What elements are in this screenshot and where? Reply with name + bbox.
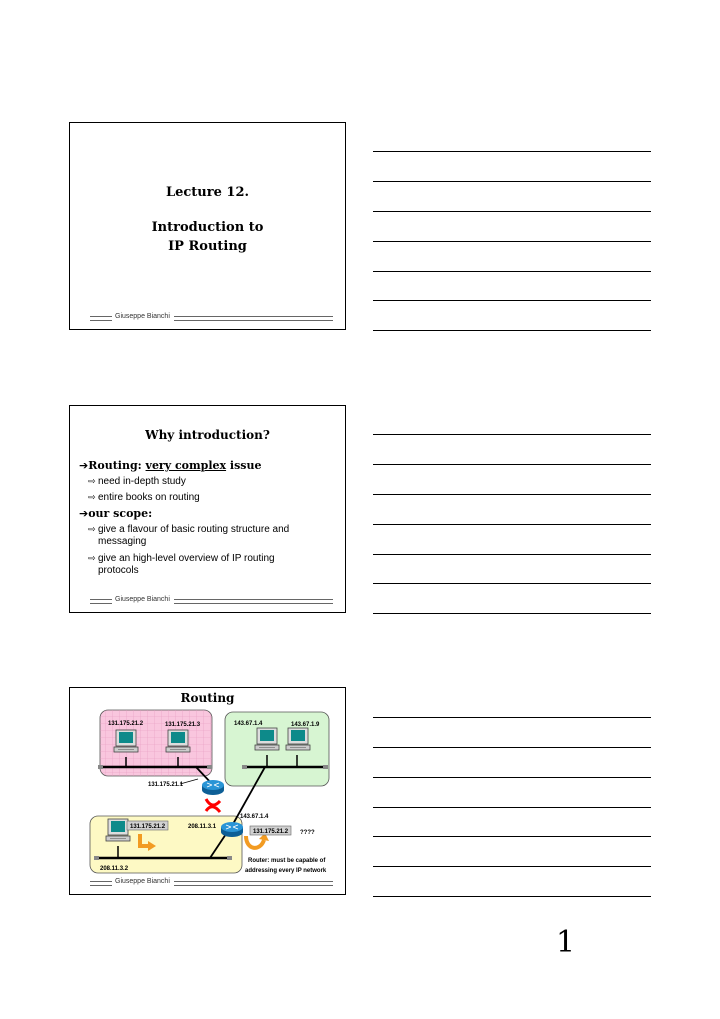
note-line: [373, 524, 651, 525]
sub-arrow-icon: ⇨: [88, 493, 96, 503]
note-line: [373, 896, 651, 897]
router-icon: [221, 822, 243, 837]
footer-rule: [90, 881, 112, 886]
host-pc-icon: [255, 728, 279, 750]
bullet-arrow-icon: ➔: [79, 459, 89, 472]
ip-label: 208.11.3.1: [188, 824, 217, 830]
note-line: [373, 464, 651, 465]
slide-footer: [90, 597, 333, 605]
bullet-routing: ➔Routing: very complex issue: [79, 459, 262, 472]
router-note-line1: Router: must be capable of: [248, 858, 326, 864]
unknown-route-label: ????: [300, 830, 315, 836]
router-icon: [202, 780, 224, 795]
note-line: [373, 271, 651, 272]
footer-author: Giuseppe Bianchi: [115, 596, 170, 603]
ip-label: 131.175.21.2: [108, 721, 144, 727]
sub-arrow-icon: ⇨: [88, 525, 96, 535]
note-line: [373, 434, 651, 435]
link-down-icon: [206, 799, 220, 812]
slide-1-title-line2: Introduction to: [151, 220, 264, 235]
footer-author: Giuseppe Bianchi: [115, 878, 170, 885]
ip-label: 143.67.1.9: [291, 722, 320, 728]
ip-label: 131.175.21.3: [165, 722, 201, 728]
sub-bullet: ⇨ give an high-level overview of IP routing protocols: [88, 553, 275, 576]
note-line: [373, 836, 651, 837]
sub-arrow-icon: ⇨: [88, 477, 96, 487]
footer-rule: [90, 316, 112, 321]
ip-label: 143.67.1.4: [234, 721, 263, 727]
note-line: [373, 777, 651, 778]
sub-bullet: ⇨ need in-depth study: [88, 476, 186, 487]
note-line: [373, 866, 651, 867]
slide-footer: [90, 314, 333, 322]
ip-label: 143.67.1.4: [240, 814, 269, 820]
slide-2: [69, 405, 346, 613]
slide-3-title: Routing: [180, 691, 235, 705]
note-line: [373, 211, 651, 212]
packet-dest-label: 131.175.21.2: [253, 829, 289, 835]
sub-arrow-icon: ⇨: [88, 554, 96, 564]
emphasis-text: very complex: [145, 459, 227, 472]
footer-rule: [174, 316, 333, 321]
note-line: [373, 554, 651, 555]
sub-bullet: ⇨ give a flavour of basic routing structure and messaging: [88, 524, 290, 547]
note-line: [373, 613, 651, 614]
note-line: [373, 583, 651, 584]
footer-rule: [174, 599, 333, 604]
routing-diagram: [70, 688, 345, 894]
footer-rule: [174, 881, 333, 886]
router-note-line2: addressing every IP network: [245, 868, 327, 874]
note-line: [373, 330, 651, 331]
note-line: [373, 494, 651, 495]
note-line: [373, 181, 651, 182]
slide-1: [69, 122, 346, 330]
host-pc-icon: [106, 819, 130, 841]
bullet-scope: ➔our scope:: [79, 507, 153, 520]
note-line: [373, 717, 651, 718]
slide-2-title: Why introduction?: [145, 428, 270, 442]
note-line: [373, 300, 651, 301]
ip-label: 131.175.21.1: [148, 782, 184, 788]
host-pc-icon: [286, 728, 310, 750]
note-line: [373, 807, 651, 808]
footer-author: Giuseppe Bianchi: [115, 313, 170, 320]
packet-source-label: 131.175.21.2: [130, 824, 166, 830]
host-pc-icon: [166, 730, 190, 752]
footer-rule: [90, 599, 112, 604]
sub-bullet: ⇨ entire books on routing: [88, 492, 200, 503]
note-line: [373, 151, 651, 152]
page-number: 1: [556, 925, 576, 960]
ip-label: 208.11.3.2: [100, 866, 129, 872]
note-line: [373, 747, 651, 748]
slide-footer: [90, 879, 333, 887]
slide-3: [69, 687, 346, 895]
note-line: [373, 241, 651, 242]
bullet-arrow-icon: ➔: [79, 507, 89, 520]
slide-1-title-line1: Lecture 12.: [165, 185, 250, 200]
slide-1-title-line3: IP Routing: [168, 239, 247, 254]
host-pc-icon: [114, 730, 138, 752]
